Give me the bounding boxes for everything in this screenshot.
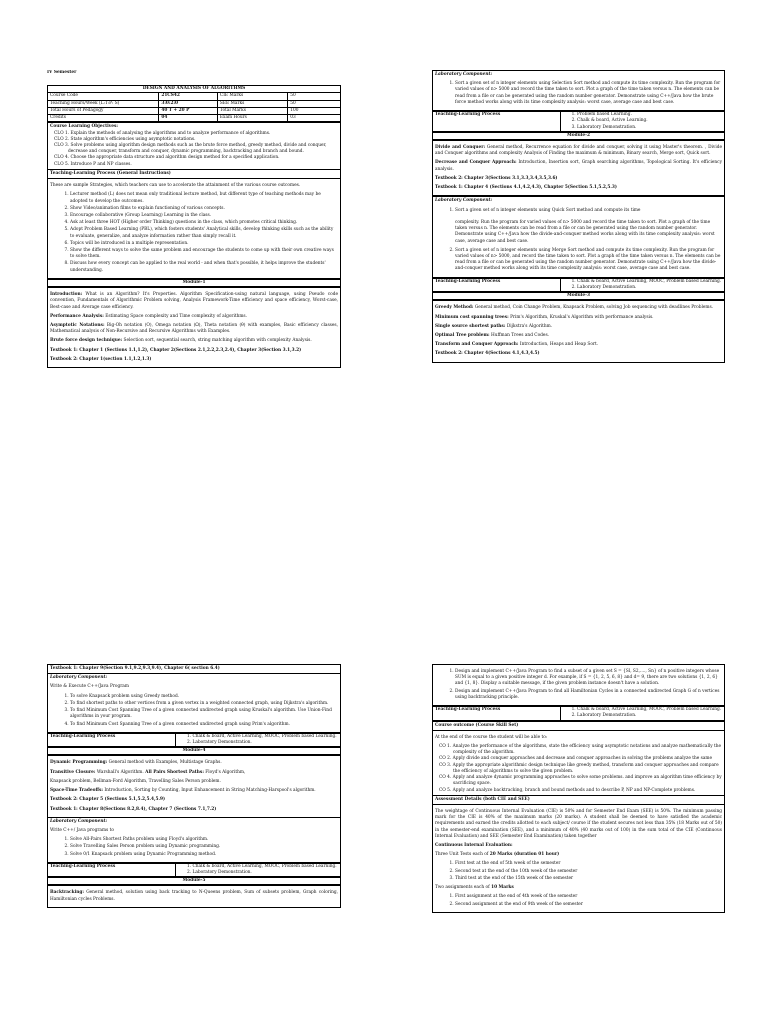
module-5-content bbox=[47, 885, 341, 907]
tlp-item: 3. Laboratory Demonstration. bbox=[577, 125, 722, 131]
transform-conquer-paragraph: Transform and Conquer Approach: Introduction, Heaps and Heap Sort. bbox=[435, 342, 599, 348]
co-heading: Course outcome (Course Skill Set) bbox=[432, 721, 725, 731]
lab-component-3 bbox=[47, 674, 341, 733]
lab-intro: Write & Execute C++/Java Program bbox=[50, 684, 129, 690]
optimal-tree-paragraph: Optimal Tree problem: Huffman Trees and Codes. bbox=[435, 333, 550, 338]
lab-component-4 bbox=[47, 818, 341, 863]
tlp-item: 2. Chalk & board, Active Learning. bbox=[577, 118, 722, 124]
module-4-title: Module-4 bbox=[47, 747, 341, 755]
module-2-title: Module-2 bbox=[432, 132, 725, 140]
tlp-item: 8. Discuss how every concept can be applied to the real world - and when that's possible, it helps improve the students' understanding. bbox=[70, 261, 338, 273]
tlp-list bbox=[50, 192, 338, 274]
lab-list bbox=[435, 669, 722, 701]
module-5-title: Module-5 bbox=[47, 877, 341, 885]
lab-item: 3. Solve 0/1 Knapsack problem using Dynamic Programming method. bbox=[70, 852, 338, 858]
textbook-reference: Textbook 1: Chapter 8(Sections 8.2,8.4), Chapter 7 (Sections 7.1,7.2) bbox=[50, 806, 217, 812]
tlp-list bbox=[563, 279, 722, 291]
tlp-label: Teaching-Learning Process bbox=[48, 864, 176, 876]
textbook-reference: Textbook 2: Chapter 4(Sections 4.1,4.3,4.5) bbox=[435, 351, 540, 357]
intro-paragraph: Introduction: What is an Algorithm? It's Properties. Algorithm Specification-using natural language, using Pseudo code convention, Fundamentals of Algorithmic Problem solving, Analysis Framework-Time efficiency and space efficiency, Worst-case, Best-case and Average case efficiency. bbox=[50, 292, 338, 310]
tests-line: Three Unit Tests each of 20 Marks (duration 01 hour) bbox=[435, 852, 560, 858]
assignments-line: Two assignments each of 10 Marks bbox=[435, 885, 514, 891]
lab-heading: Laboratory Component: bbox=[435, 72, 493, 77]
space-time-paragraph: Space-Time Tradeoffs: Introduction, Sorting by Counting, Input Enhancement in String Matching-Harspool's algorithm. bbox=[50, 788, 316, 794]
lab-item: 1. To solve Knapsack problem using Greedy method. bbox=[70, 694, 338, 700]
co-item: CO 3. Apply the appropriate algorithmic design technique like greedy method, transform and conquer approaches and compare the efficiency of algorithms to solve the given problem. bbox=[439, 762, 719, 774]
info-cell: 04 bbox=[159, 115, 218, 122]
tlp-intro: These are sample Strategies, which teachers can use to accelerate the attainment of the various course outcomes. bbox=[50, 183, 301, 189]
tlp-item: 2. Laboratory Demonstration. bbox=[577, 713, 722, 719]
module-3-title: Module-3 bbox=[432, 292, 725, 300]
co-intro: At the end of the course the student will be able to: bbox=[435, 734, 548, 740]
test-item: 3. Third test at the end of the 15th week of the semester bbox=[455, 876, 722, 882]
lab-item: 4. To find Minimum Cost Spanning Tree of a given connected undirected graph using Prim's algorithm. bbox=[70, 722, 338, 728]
module-2-content bbox=[432, 140, 725, 196]
greedy-paragraph: Greedy Method: General method, Coin Change Problem, Knapsack Problem, solving Job sequencing with deadlines Problems. bbox=[435, 305, 714, 311]
textbook-reference: Textbook 1: Chapter 4 (Sections 4.1,4.2,4.3), Chapter 5(Section 5.1,5.2,5.3) bbox=[435, 185, 617, 191]
decrease-conquer-paragraph: Decrease and Conquer Approach: Introduction, Insertion sort, Graph searching algorithms, Topological Sorting. It's efficiency analysis. bbox=[435, 160, 723, 172]
tlp-item: 1. Problem based Learning. bbox=[577, 112, 722, 118]
info-cell: CIE Marks bbox=[217, 93, 287, 100]
document-page-1 bbox=[47, 70, 341, 520]
tlp-list bbox=[563, 707, 722, 719]
backtracking-paragraph: Backtracking: General method, solution using back tracking to N-Queens problem, Sum of subsets problem, Graph coloring, Hamiltonian cycles Problems. bbox=[50, 890, 338, 902]
module-1-content bbox=[47, 287, 341, 368]
lab-component-2 bbox=[432, 196, 725, 277]
assessment-section bbox=[432, 805, 725, 913]
tlp-item: 1. Lecturer method (L) does not mean only traditional lecture method, but different type of teaching methods may be adopted to develop the outcomes. bbox=[70, 192, 338, 204]
info-cell: 50 bbox=[288, 100, 341, 107]
co-item: CO 1. Analyze the performance of the algorithms, state the efficiency using asymptotic notations and analyze mathematically the complexity of the algorithm. bbox=[439, 743, 722, 756]
lab-component-5 bbox=[432, 664, 725, 706]
info-cell: 50 bbox=[288, 93, 341, 100]
lab-item: 1. Sort a given set of n integer elements using Quick Sort method and compute its time complexity. Run the program for varied values of n> 5000 and record the time taken to sort. Plot a graph of the time taken versus n. The elements can be read from a file or can be generated using the random number generator. Demonstrate using C++/Java how the divide-and-conquer method works along with its time complexity analysis: worst case, average case and best case. bbox=[455, 208, 722, 245]
module-1-title: Module-1 bbox=[47, 279, 341, 287]
lab-item: 2. To find shortest paths to other vertices from a given vertex in a weighted connected graph, using Dijkstra's algorithm. bbox=[70, 701, 338, 707]
tlp-heading: Teaching-Learning Process (General Instructions) bbox=[47, 170, 341, 179]
dp-paragraph: Dynamic Programming: General method with Examples, Multistage Graphs. bbox=[50, 760, 222, 766]
lab-component-1 bbox=[432, 70, 725, 111]
tlp-row bbox=[432, 278, 725, 292]
sssp-paragraph: Single source shortest paths: Dijkstra's Algorithm. bbox=[435, 323, 553, 329]
tlp-section bbox=[47, 179, 341, 279]
tlp-item: 1. Chalk & board, Active Learning, MOOC, Problem based Learning. bbox=[577, 279, 722, 285]
assessment-text: The weightage of Continuous Internal Evaluation (CIE) is 50% and for Semester End Exam (SEE) is 50%. The minimum passing mark for the CIE is 40% of the maximum marks (20 marks). A student shall be deemed to have satisfied the academic requirements and earned the credits allotted to each subject/ course if the student secures not less than 35% (18 Marks out of 50) in the semester-end examination (SEE), and a minimum of 40% (40 marks out of 100) in the sum total of the CIE (Continuous Internal Evaluation) and SEE (Semester End Examination) taken together bbox=[435, 808, 722, 839]
clo-list bbox=[50, 131, 338, 168]
tlp-label: Teaching-Learning Process bbox=[433, 279, 561, 291]
tests-list bbox=[435, 861, 722, 882]
tlp-item: 7. Show the different ways to solve the same problem and encourage the students to come up with their own creative ways to solve them. bbox=[70, 248, 338, 260]
info-row bbox=[48, 107, 341, 114]
lab-item: 2. Design and implement C++/Java Program to find all Hamiltonian Cycles in a connected undirected Graph G of n vertices using backtracking principle. bbox=[455, 689, 722, 701]
tlp-item: 2. Laboratory Demonstration. bbox=[192, 740, 338, 746]
performance-paragraph: Performance Analysis: Estimating Space complexity and Time complexity of algorithms. bbox=[50, 313, 247, 319]
info-cell: 40 T + 20 P bbox=[159, 107, 218, 114]
clo-item: CLO 5. Introduce P and NP classes. bbox=[54, 161, 132, 167]
clo-section bbox=[47, 122, 341, 170]
document-page-2 bbox=[432, 70, 725, 520]
tlp-row bbox=[47, 733, 341, 747]
info-cell: 3:0:2:0 bbox=[159, 100, 218, 107]
info-cell: Total Hours of Pedagogy bbox=[48, 107, 159, 114]
tlp-row bbox=[432, 111, 725, 132]
brute-force-paragraph: Brute force design technique: Selection sort, sequential search, string matching algorithm with complexity Analysis. bbox=[50, 338, 312, 344]
lab-intro: Write C++/ Java programs to bbox=[50, 827, 114, 833]
assignments-list bbox=[435, 894, 722, 907]
textbook-reference: Textbook 2: Chapter 5 (Sections 5.1,5.2,5.4,5.9) bbox=[50, 797, 165, 803]
tlp-item: 2. Laboratory Demonstration. bbox=[192, 870, 338, 876]
test-item: 2. Second test at the end of the 10th week of the semester bbox=[455, 869, 722, 875]
divide-conquer-paragraph: Divide and Conquer: General method, Recurrence equation for divide and conquer, solving it using Master's theorem. , Divide and Conquer algorithms and complexity Analysis of Finding the maximum & minimum, Binary search, Merge sort, Quick sort. bbox=[435, 144, 722, 157]
lab-item: 3. To find Minimum Cost Spanning Tree of a given connected undirected graph using Kruskal's algorithm. Use Union-Find algorithms in your program. bbox=[70, 708, 338, 720]
tlp-item: 1. Chalk & board, Active Learning, MOOC, Problem based Learning. bbox=[192, 864, 338, 870]
test-item: 1. First test at the end of 5th week of the semester bbox=[455, 861, 722, 867]
info-cell: SEE Marks bbox=[217, 100, 287, 107]
info-row bbox=[48, 115, 341, 122]
knapsack-paragraph: Knapsack problem, Bellman-Ford Algorithm, Travelling Sales Person problem. bbox=[50, 778, 221, 784]
info-cell: Total Marks bbox=[217, 107, 287, 114]
clo-item: CLO 1. Explain the methods of analysing the algorithms and to analyze performance of algorithms. bbox=[54, 130, 271, 136]
lab-item: 2. Solve Travelling Sales Person problem using Dynamic programming. bbox=[70, 844, 338, 850]
lab-heading: Laboratory Component: bbox=[50, 818, 108, 824]
lab-item: 1. Design and implement C++/Java Program to find a subset of a given set S = {Sl, S2,...., Sn} of n positive integers whose SUM is equal to a given positive integer d. For example, if S = {1, 2, 5, 6, 8} and d= 9, there are two solutions {1, 2, 6} and {1, 8}. Display a suitable message, if the given problem instance doesn't have a solution. bbox=[455, 669, 722, 688]
tlp-row bbox=[47, 863, 341, 877]
lab-item: 1. Sort a given set of n integer elements using Selection Sort method and compute its time complexity. Run the program for varied values of n> 5000 and record the time taken to sort. Plot a graph of the time taken versus n. The elements can be read from a file or can be generated using the random number generator. Demonstrate using C++/Java how the brute force method works along with its time complexity analysis: worst case, average case and best case. bbox=[455, 81, 722, 106]
lab-list bbox=[50, 694, 338, 728]
co-item: CO 5. Apply and analyze backtracking, branch and bound methods and to describe P, NP and NP-Complete problems. bbox=[439, 787, 696, 793]
clo-item: CLO 4. Choose the appropriate data structure and algorithm design method for a specified application. bbox=[54, 155, 280, 161]
assignment-item: 1. First assignment at the end of 4th week of the semester bbox=[455, 894, 722, 900]
lab-heading: Laboratory Component: bbox=[50, 675, 108, 681]
lab-list bbox=[50, 837, 338, 858]
course-info-table bbox=[47, 92, 341, 122]
co-item: CO 4. Apply and analyze dynamic programming approaches to solve some problems. and improve an algorithm time efficiency by sacrificing space. bbox=[439, 775, 722, 787]
clo-heading: Course Learning Objectives: bbox=[50, 124, 119, 130]
course-title: DESIGN AND ANALYSIS OF ALGORITHMS bbox=[47, 85, 341, 92]
textbook-reference: Textbook 2: Chapter 1(section 1.1,1.2,1.3) bbox=[50, 356, 152, 362]
tlp-list bbox=[178, 864, 338, 876]
tlp-item: 2. Laboratory Demonstration. bbox=[577, 285, 722, 291]
textbook-reference: Textbook 2: Chapter 3(Sections 3.1,3.3,3.4,3.5,3.6) bbox=[435, 175, 558, 181]
info-cell: 21CS42 bbox=[159, 93, 218, 100]
assignment-item: 2. Second assignment at the end of 9th week of the semester bbox=[455, 902, 722, 908]
info-row bbox=[48, 100, 341, 107]
info-cell: Exam Hours bbox=[217, 115, 287, 122]
semester-label: IV Semester bbox=[47, 70, 77, 75]
tlp-row bbox=[432, 706, 725, 720]
clo-item: CLO 2. State algorithm's efficiencies using asymptotic notations. bbox=[54, 136, 196, 142]
mst-paragraph: Minimum cost spanning trees: Prim's Algorithm, Kruskal's Algorithm with performance analysis. bbox=[435, 314, 654, 320]
module-3-content bbox=[432, 300, 725, 362]
tlp-label: Teaching-Learning Process bbox=[48, 734, 176, 746]
tlp-list bbox=[178, 734, 338, 746]
textbook-reference: Textbook 1: Chapter 1 (Sections 1.1,1.2), Chapter 2(Sections 2.1,2.2,2.3,2.4), Chapter 3(Section 3.1,3.2) bbox=[50, 347, 302, 353]
info-cell: Course Code bbox=[48, 93, 159, 100]
lab-item: 2. Sort a given set of n integer elements using Merge Sort method and compute its time complexity. Run the program for varied values of n> 5000, and record the time taken to sort. Plot a graph of the time taken versus n. The elements can be read from a file or can be generated using the random number generator. Demonstrate using C++/Java how the divide-and-conquer method works along with its time complexity analysis: worst case, average case and best case. bbox=[455, 248, 722, 273]
tlp-item: 4. Ask at least three HOT (Higher order Thinking) questions in the class, which promotes critical thinking. bbox=[70, 220, 338, 226]
lab-heading: Laboratory Component: bbox=[435, 198, 493, 204]
tlp-item: 6. Topics will be introduced in a multiple representation. bbox=[70, 241, 338, 247]
document-page-3 bbox=[47, 664, 341, 1024]
tlp-item: 1. Chalk & board, Active Learning, MOOC, Problem based Learning. bbox=[192, 734, 338, 740]
asymptotic-paragraph: Asymptotic Notations: Big-Oh notation (O), Omega notation (Ω), Theta notation (θ) with examples, Basic efficiency classes, Mathematical analysis of Non-Recursive and Recursive Algorithms with Examples. bbox=[50, 323, 338, 335]
co-section bbox=[432, 731, 725, 796]
module-4-content bbox=[47, 755, 341, 817]
info-cell: 100 bbox=[288, 107, 341, 114]
info-cell: Teaching Hours/Week (L:T:P: S) bbox=[48, 100, 159, 107]
closure-paragraph: Transitive Closure: Warshall's Algorithm. All Pairs Shortest Paths: Floyd's Algorithm, bbox=[50, 769, 246, 775]
assessment-heading: Assessment Details (both CIE and SEE) bbox=[432, 796, 725, 805]
tlp-list bbox=[563, 112, 722, 131]
document-page-4 bbox=[432, 664, 725, 1024]
tlp-item: 3. Encourage collaborative (Group Learning) Learning in the class. bbox=[70, 213, 338, 219]
tlp-item: 2. Show Video/animation films to explain functioning of various concepts. bbox=[70, 206, 338, 212]
lab-item: 1. Solve All-Pairs Shortest Paths problem using Floyd's algorithm. bbox=[70, 837, 338, 843]
tlp-label: Teaching-Learning Process bbox=[433, 112, 561, 131]
co-list bbox=[435, 744, 722, 794]
tlp-item: 1. Chalk & board, Active Learning, MOOC, Problem based Learning. bbox=[577, 707, 722, 713]
info-cell: Credits bbox=[48, 115, 159, 122]
tlp-item: 5. Adopt Problem Based Learning (PBL), which fosters students' Analytical skills, develop thinking skills such as the ability to evaluate, generalize, and analyze information rather than simply recall it. bbox=[70, 227, 338, 239]
tlp-label: Teaching-Learning Process bbox=[433, 707, 561, 719]
cie-heading: Continuous Internal Evaluation: bbox=[435, 843, 513, 849]
co-item: CO 2. Apply divide and conquer approaches and decrease and conquer approaches in solving the problems analyze the same bbox=[439, 756, 713, 762]
info-row bbox=[48, 93, 341, 100]
info-cell: 03 bbox=[288, 115, 341, 122]
textbook-reference: Textbook 1: Chapter 9(Section 9.1,9.2,9.3,9.4), Chapter 6( section 6.4) bbox=[47, 664, 341, 674]
clo-item: CLO 3. Solve problems using algorithm design methods such as the brute force method, greedy method, divide and conquer, decrease and conquer, transform and conquer, dynamic programming, backtracking and branch and bound. bbox=[54, 142, 327, 155]
